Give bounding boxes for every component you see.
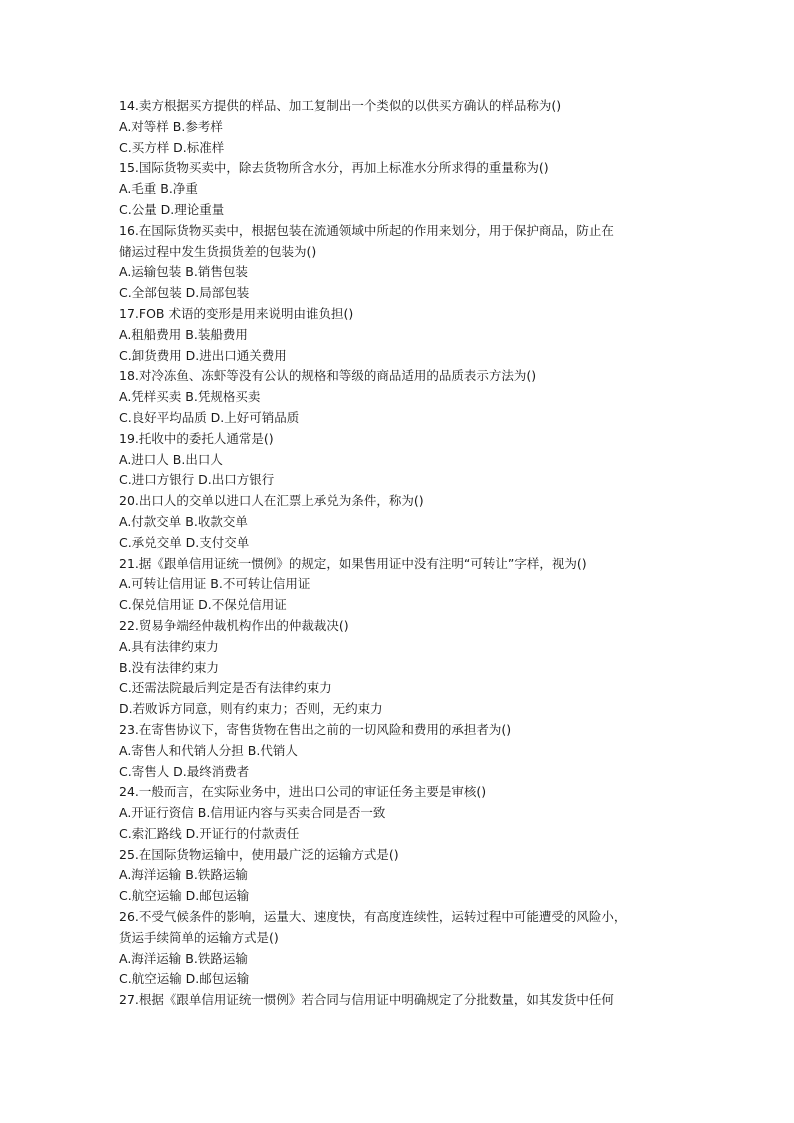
- text-line: 22.贸易争端经仲裁机构作出的仲裁裁决(): [119, 617, 349, 633]
- text-line: C.航空运输 D.邮包运输: [119, 971, 250, 987]
- text-line: A.进口人 B.出口人: [119, 451, 223, 467]
- text-line: 15.国际货物买卖中，除去货物所含水分，再加上标准水分所求得的重量称为(): [119, 160, 549, 176]
- text-line: C.航空运输 D.邮包运输: [119, 888, 250, 904]
- text-line: C.进口方银行 D.出口方银行: [119, 472, 275, 488]
- text-line: A.海洋运输 B.铁路运输: [119, 950, 248, 966]
- text-line: C.卸货费用 D.进出口通关费用: [119, 347, 287, 363]
- text-line: C.索汇路线 D.开证行的付款责任: [119, 825, 300, 841]
- text-line: C.还需法院最后判定是否有法律约束力: [119, 680, 332, 696]
- text-line: A.具有法律约束力: [119, 638, 219, 654]
- text-line: 25.在国际货物运输中，使用最广泛的运输方式是(): [119, 846, 399, 862]
- text-line: C.承兑交单 D.支付交单: [119, 534, 250, 550]
- text-line: A.运输包装 B.销售包装: [119, 264, 248, 280]
- text-line: 26.不受气候条件的影响，运量大、速度快，有高度连续性，运转过程中可能遭受的风险小，: [119, 909, 627, 925]
- text-line: 18.对冷冻鱼、冻虾等没有公认的规格和等级的商品适用的品质表示方法为(): [119, 368, 537, 384]
- text-line: A.租船费用 B.装船费用: [119, 326, 248, 342]
- text-line: 货运手续简单的运输方式是(): [119, 929, 279, 945]
- text-line: A.毛重 B.净重: [119, 181, 198, 197]
- document-page: [119, 96, 679, 1011]
- text-line: 27.根据《跟单信用证统一惯例》若合同与信用证中明确规定了分批数量，如其发货中任何: [119, 992, 614, 1008]
- text-line: A.对等样 B.参考样: [119, 118, 223, 134]
- text-line: 21.据《跟单信用证统一惯例》的规定，如果售用证中没有注明“可转让”字样，视为(): [119, 555, 587, 571]
- text-line: C.寄售人 D.最终消费者: [119, 763, 250, 779]
- text-line: 储运过程中发生货损货差的包装为(): [119, 243, 317, 259]
- text-line: 20.出口人的交单以进口人在汇票上承兑为条件，称为(): [119, 493, 424, 509]
- text-line: C.保兑信用证 D.不保兑信用证: [119, 597, 287, 613]
- text-line: 17.FOB 术语的变形是用来说明由谁负担(): [119, 305, 354, 321]
- text-line: C.买方样 D.标准样: [119, 139, 225, 155]
- text-line: A.可转让信用证 B.不可转让信用证: [119, 576, 311, 592]
- text-line: D.若败诉方同意，则有约束力；否则，无约束力: [119, 701, 383, 717]
- text-line: 24.一般而言，在实际业务中，进出口公司的审证任务主要是审核(): [119, 784, 487, 800]
- text-line: A.海洋运输 B.铁路运输: [119, 867, 248, 883]
- text-line: A.寄售人和代销人分担 B.代销人: [119, 742, 298, 758]
- text-line: C.良好平均品质 D.上好可销品质: [119, 409, 300, 425]
- text-line: B.没有法律约束力: [119, 659, 220, 675]
- text-line: 14.卖方根据买方提供的样品、加工复制出一个类似的以供买方确认的样品称为(): [119, 98, 562, 113]
- text-line: 16.在国际货物买卖中，根据包装在流通领域中所起的作用来划分，用于保护商品，防止在: [119, 222, 614, 238]
- text-line: A.付款交单 B.收款交单: [119, 513, 248, 529]
- text-line: 23.在寄售协议下，寄售货物在售出之前的一切风险和费用的承担者为(): [119, 721, 512, 737]
- text-line: C.全部包装 D.局部包装: [119, 285, 250, 301]
- text-line: A.凭样买卖 B.凭规格买卖: [119, 389, 261, 405]
- text-line: 19.托收中的委托人通常是(): [119, 430, 274, 446]
- text-line: C.公量 D.理论重量: [119, 201, 225, 217]
- text-line: A.开证行资信 B.信用证内容与买卖合同是否一致: [119, 805, 386, 821]
